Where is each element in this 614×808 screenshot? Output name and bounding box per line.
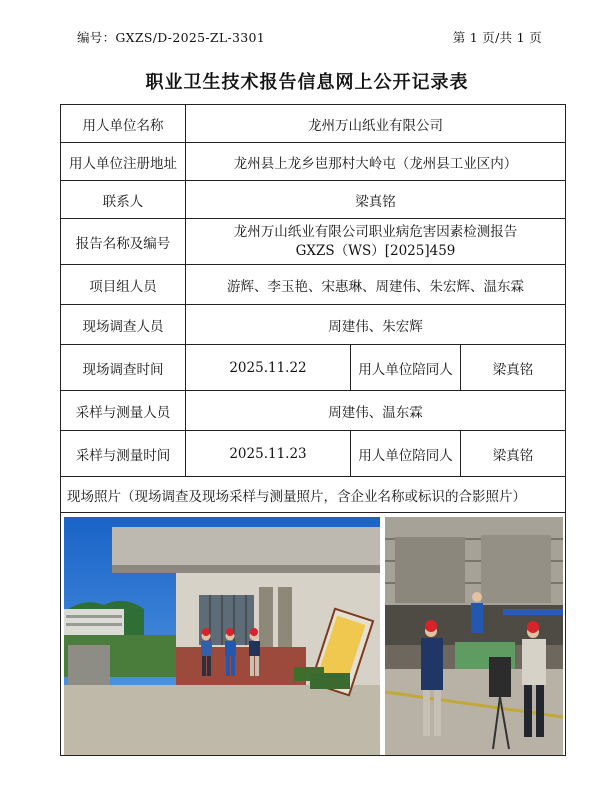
row-report (61, 219, 566, 265)
row-photos (61, 513, 566, 756)
sampling-staff-value: 周建伟、温东霖 (186, 391, 566, 431)
sampling-time-label: 采样与测量时间 (61, 431, 186, 477)
survey-time-label: 现场调查时间 (61, 345, 186, 391)
survey-time-value: 2025.11.22 (186, 345, 351, 391)
sampling-escort-value: 梁真铭 (461, 431, 566, 477)
address-label: 用人单位注册地址 (61, 143, 186, 181)
survey-escort-value: 梁真铭 (461, 345, 566, 391)
sampling-time-value: 2025.11.23 (186, 431, 351, 477)
row-employer-name (61, 105, 566, 143)
sampling-escort-label: 用人单位陪同人 (351, 431, 461, 477)
contact-label: 联系人 (61, 181, 186, 219)
page-title: 职业卫生技术报告信息网上公开记录表 (145, 72, 469, 93)
record-table (60, 104, 566, 756)
photos-caption: 现场照片（现场调查及现场采样与测量照片，含企业名称或标识的合影照片） (61, 477, 566, 513)
row-photos-caption (61, 477, 566, 513)
row-team (61, 265, 566, 305)
report-name: 龙州万山纸业有限公司职业病危害因素检测报告 (233, 223, 518, 240)
site-survey-photo (64, 517, 380, 755)
photos-cell (61, 513, 566, 756)
survey-escort-label: 用人单位陪同人 (351, 345, 461, 391)
document-number: 编号：GXZS/D-2025-ZL-3301 (77, 30, 265, 45)
team-value: 游辉、李玉艳、宋惠琳、周建伟、朱宏辉、温东霖 (186, 265, 566, 305)
sampling-photo (385, 517, 563, 755)
report-number: GXZS（WS）[2025]459 (295, 242, 456, 259)
row-sampling-staff (61, 391, 566, 431)
report-label: 报告名称及编号 (61, 219, 186, 265)
team-label: 项目组人员 (61, 265, 186, 305)
row-sampling-time (61, 431, 566, 477)
employer-name-label: 用人单位名称 (61, 105, 186, 143)
row-survey-time (61, 345, 566, 391)
address-value: 龙州县上龙乡岜那村大岭屯（龙州县工业区内） (186, 143, 566, 181)
survey-staff-value: 周建伟、朱宏辉 (186, 305, 566, 345)
contact-value: 梁真铭 (186, 181, 566, 219)
sampling-staff-label: 采样与测量人员 (61, 391, 186, 431)
report-value (186, 219, 566, 265)
survey-staff-label: 现场调查人员 (61, 305, 186, 345)
row-address (61, 143, 566, 181)
row-survey-staff (61, 305, 566, 345)
row-contact (61, 181, 566, 219)
employer-name-value: 龙州万山纸业有限公司 (186, 105, 566, 143)
page-info: 第 1 页/共 1 页 (452, 30, 542, 45)
